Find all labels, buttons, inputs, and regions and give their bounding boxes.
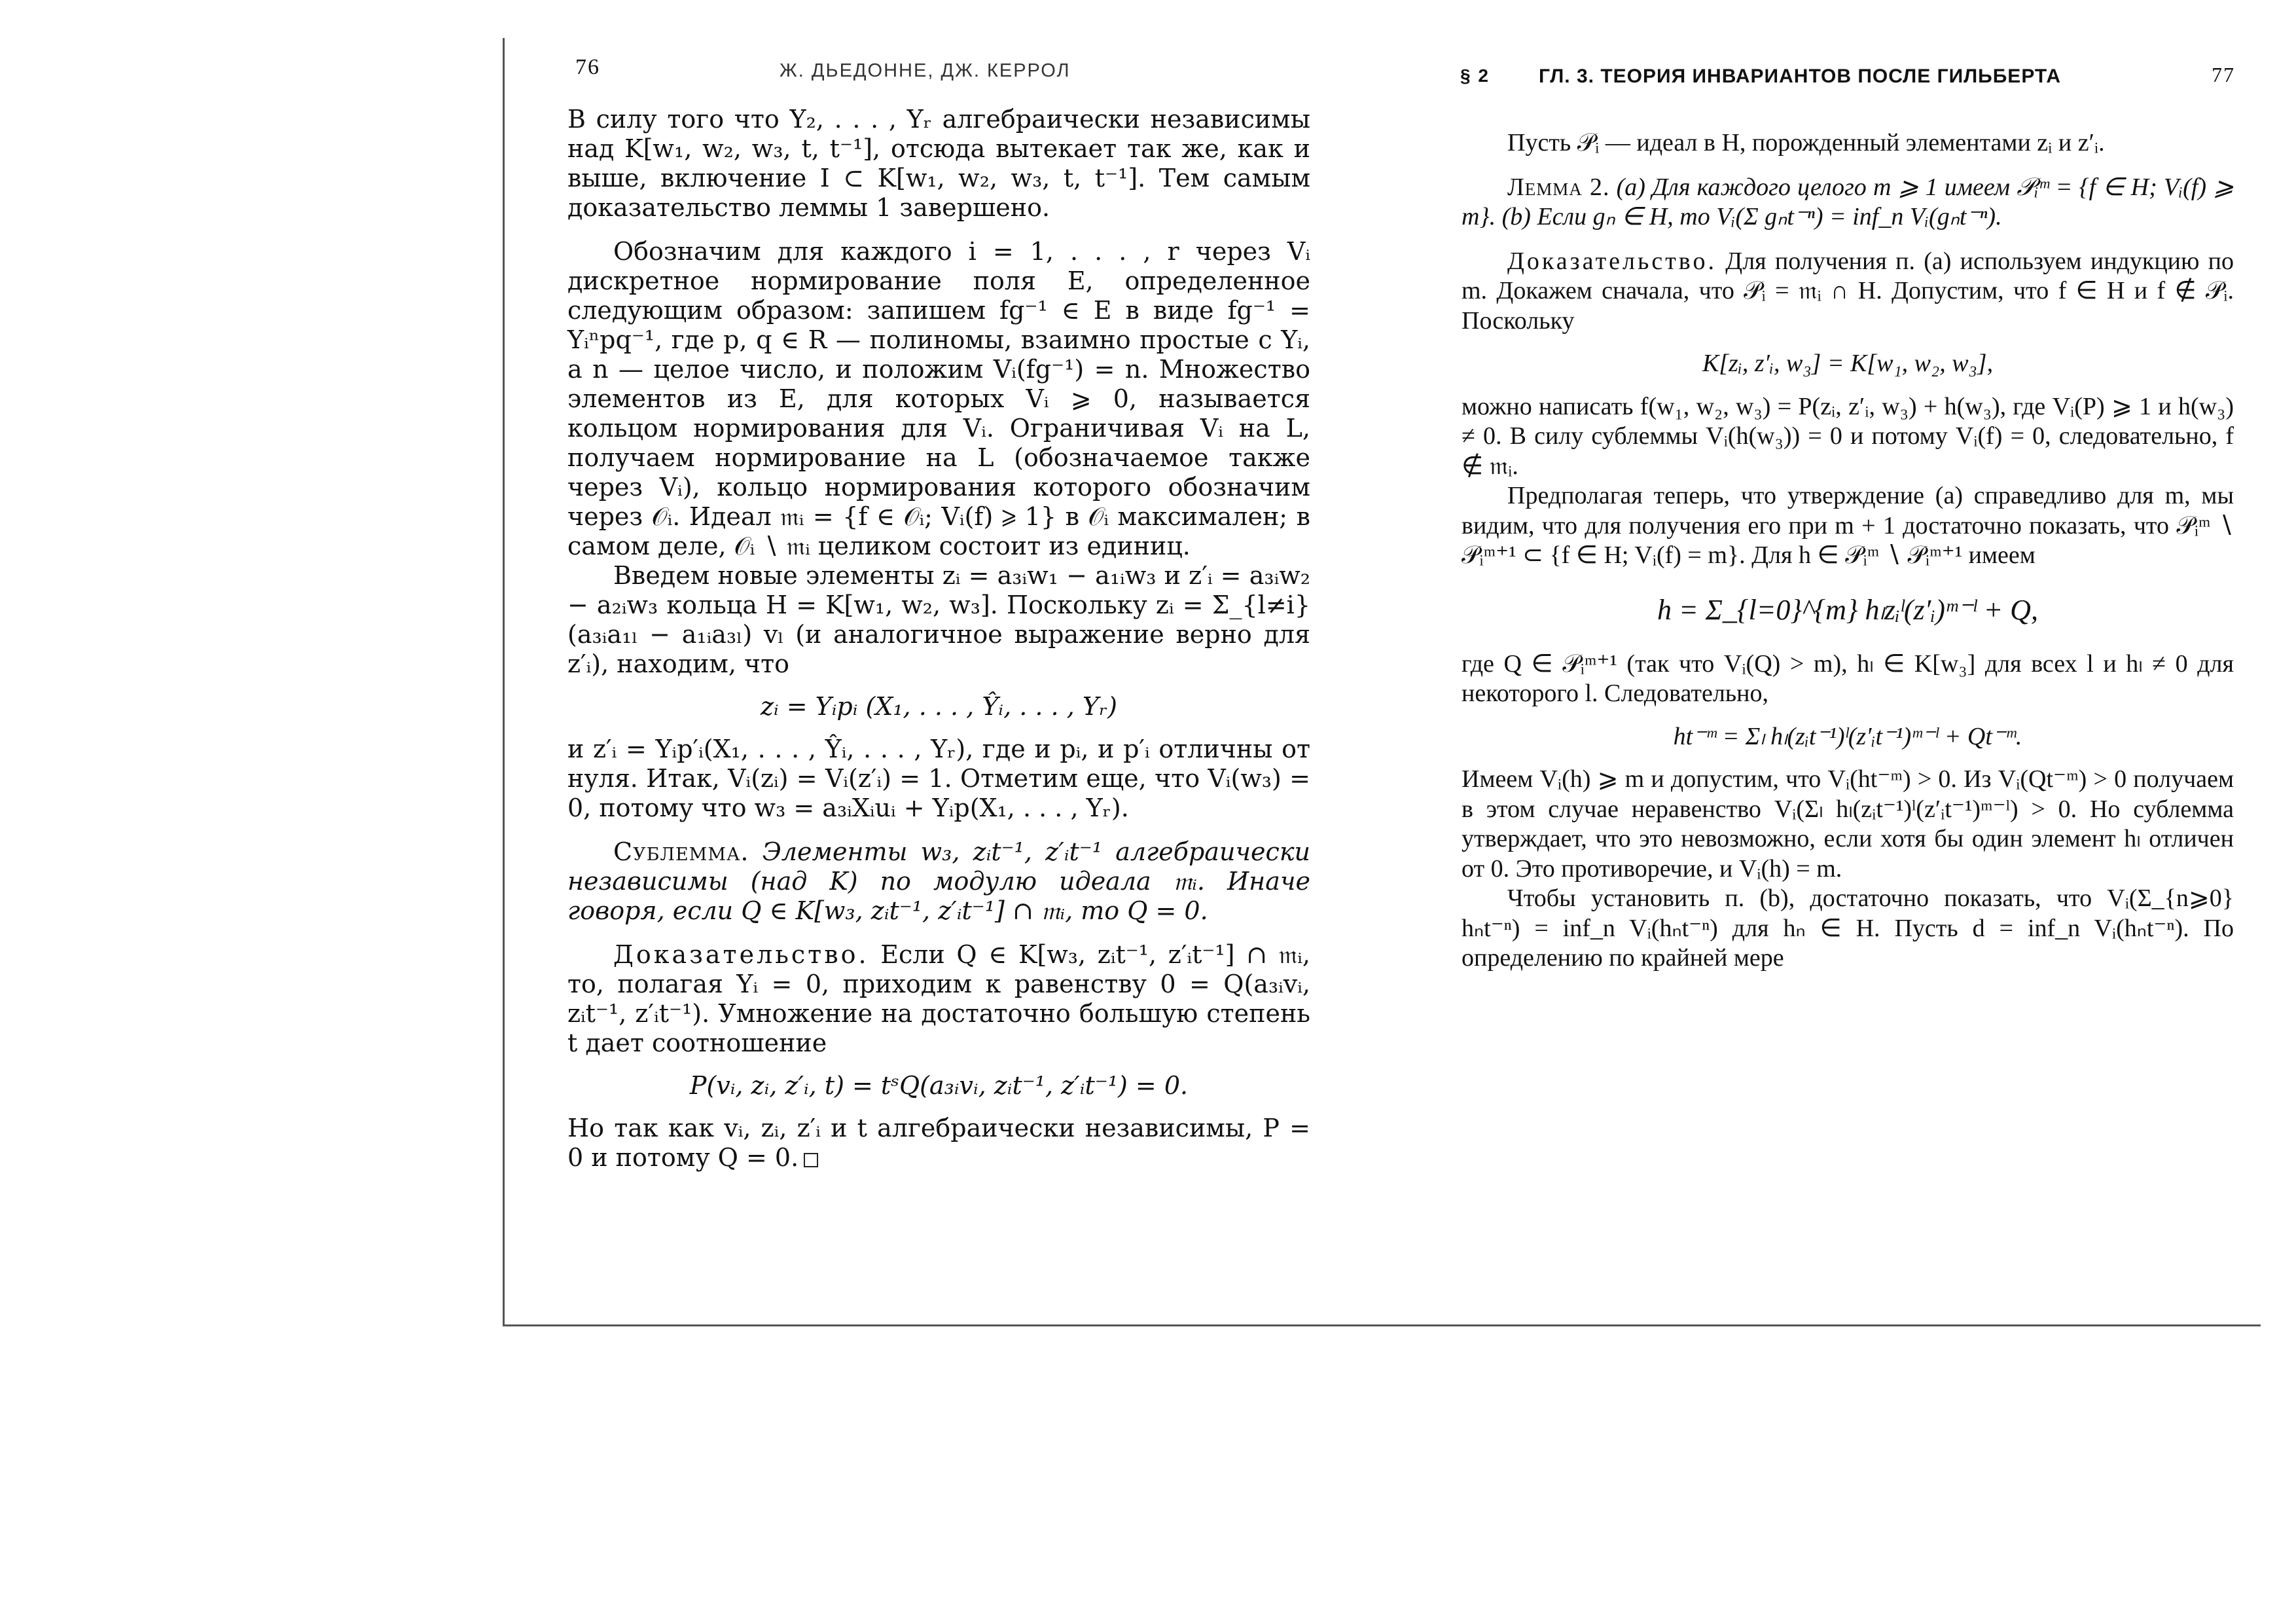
sublemma-proof (567, 940, 1310, 1058)
lemma2-text: (a) Для каждого целого m ⩾ 1 имеем 𝒫ᵢᵐ = {f ∈ H; Vᵢ(f) ⩾ m}. (b) Если gₙ ∈ H, то Vᵢ(Σ gₙt⁻ⁿ) = inf_n Vᵢ(gₙt⁻ⁿ). (1462, 173, 2234, 230)
formula-ht-sum: ht⁻ᵐ = Σₗ hₗ(zᵢt⁻¹)ˡ(z′ᵢt⁻¹)ᵐ⁻ˡ + Qt⁻ᵐ. (1673, 722, 2022, 750)
lemma2-label: Лемма 2. (1507, 173, 1610, 201)
section-mark: § 2 (1460, 65, 1490, 86)
paragraph-conclusion (567, 1114, 1310, 1173)
sublemma-statement (567, 837, 1310, 926)
paragraph-ideal-Pi: Пусть 𝒫ᵢ — идеал в H, порожденный элементами zᵢ и z′ᵢ. (1507, 129, 2105, 156)
sublemma-label: Сублемма. (613, 837, 749, 866)
paragraph-part-b: Чтобы установить п. (b), достаточно показать, что Vᵢ(Σ_{n⩾0} hₙt⁻ⁿ) = inf_n Vᵢ(hₙt⁻ⁿ) для hₙ ∈ H. Пусть d = inf_n Vᵢ(hₙt⁻ⁿ). По определению по крайней мере (1462, 884, 2234, 972)
paragraph-nonzero: и z′ᵢ = Yᵢp′ᵢ(X₁, . . . , Ŷᵢ, . . . , Yᵣ), где и pᵢ, и p′ᵢ отличны от нуля. Итак, Vᵢ(zᵢ) = Vᵢ(z′ᵢ) = 1. Отметим еще, что Vᵢ(w₃) = 0, потому что w₃ = a₃ᵢXᵢuᵢ + Yᵢp(X₁, . . . , Yᵣ). (567, 735, 1310, 822)
right-page-body (1462, 128, 2234, 974)
formula-P-relation: P(vᵢ, zᵢ, z′ᵢ, t) = tˢQ(a₃ᵢvᵢ, zᵢt⁻¹, z′ᵢt⁻¹) = 0. (689, 1071, 1189, 1100)
proof-label-left: Доказательство. (613, 940, 869, 969)
proof-label-right: Доказательство. (1507, 247, 1717, 275)
paragraph-induction-step: Предполагая теперь, что утверждение (a) справедливо для m, мы видим, что для получения его при m + 1 достаточно показать, что 𝒫ᵢᵐ ∖ 𝒫ᵢᵐ⁺¹ ⊂ {f ∈ H; Vᵢ(f) = m}. Для h ∈ 𝒫ᵢᵐ ∖ 𝒫ᵢᵐ⁺¹ имеем (1462, 482, 2234, 569)
formula-zi-expansion: zᵢ = Yᵢpᵢ (X₁, . . . , Ŷᵢ, . . . , Yᵣ) (761, 692, 1117, 721)
formula-K-equality: K[zᵢ, z′ᵢ, w₃] = K[w₁, w₂, w₃], (1702, 350, 1994, 377)
left-page-body (567, 105, 1310, 1173)
sublemma-text: Элементы w₃, zᵢt⁻¹, z′ᵢt⁻¹ алгебраически независимы (над K) по модулю идеала 𝔪ᵢ. Иначе говоря, если Q ∈ K[w₃, zᵢt⁻¹, z′ᵢt⁻¹] ∩ 𝔪ᵢ, то Q = 0. (567, 837, 1310, 925)
conclusion-text: Но так как vᵢ, zᵢ, z′ᵢ и t алгебраически независимы, P = 0 и потому Q = 0. (567, 1114, 1310, 1172)
proof-text-right: Для получения п. (a) используем индукцию по m. Докажем сначала, что 𝒫ᵢ = 𝔪ᵢ ∩ H. Допустим, что f ∈ H и f ∉ 𝒫ᵢ. Поскольку (1462, 247, 2234, 335)
right-page-number: 77 (2212, 63, 2235, 86)
formula-h-sum: h = Σ_{l=0}^{m} hₗzᵢˡ(z′ᵢ)ᵐ⁻ˡ + Q, (1657, 593, 2038, 626)
paragraph-Q-condition: где Q ∈ 𝒫ᵢᵐ⁺¹ (так что Vᵢ(Q) > m), hₗ ∈ K[w₃] для всех l и hₗ ≠ 0 для некоторого l. Следовательно, (1462, 649, 2234, 707)
right-running-head (1447, 51, 2263, 90)
right-page (1447, 38, 2263, 1324)
paragraph-new-elements: Введем новые элементы zᵢ = a₃ᵢw₁ − a₁ᵢw₃ и z′ᵢ = a₃ᵢw₂ − a₂ᵢw₃ кольца H = K[w₁, w₂, w₃]. Поскольку zᵢ = Σ_{l≠i} (a₃ᵢa₁ₗ − a₁ᵢa₃ₗ) vₗ (и аналогичное выражение верно для z′ᵢ), находим, что (567, 561, 1310, 678)
right-running-title: ГЛ. 3. ТЕОРИЯ ИНВАРИАНТОВ ПОСЛЕ ГИЛЬБЕРТА (1539, 65, 2062, 87)
paragraph-contradiction: Имеем Vᵢ(h) ⩾ m и допустим, что Vᵢ(ht⁻ᵐ) > 0. Из Vᵢ(Qt⁻ᵐ) > 0 получаем в этом случае неравенство Vᵢ(Σₗ hₗ(zᵢt⁻¹)ˡ(z′ᵢt⁻¹)ᵐ⁻ˡ) > 0. Но сублемма утверждает, что это невозможно, если хотя бы один элемент hₗ отличен от 0. Это противоречие, и Vᵢ(h) = m. (1462, 765, 2234, 883)
paragraph-valuation-definition: Обозначим для каждого i = 1, . . . , r через Vᵢ дискретное нормирование поля E, определенное следующим образом: запишем fg⁻¹ ∈ E в виде fg⁻¹ = Yᵢⁿpq⁻¹, где p, q ∈ R — полиномы, взаимно простые с Yᵢ, а n — целое число, и положим Vᵢ(fg⁻¹) = n. Множество элементов из E, для которых Vᵢ ⩾ 0, называется кольцом нормирования для Vᵢ. Ограничивая Vᵢ на L, получаем нормирование на L (обозначаемое также через Vᵢ), кольцо нормирования которого обозначим через 𝒪ᵢ. Идеал 𝔪ᵢ = {f ∈ 𝒪ᵢ; Vᵢ(f) ⩾ 1} в 𝒪ᵢ максимален; в самом деле, 𝒪ᵢ ∖ 𝔪ᵢ целиком состоит из единиц. (567, 237, 1310, 560)
proof-text-left: Если Q ∈ K[w₃, zᵢt⁻¹, z′ᵢt⁻¹] ∩ 𝔪ᵢ, то, полагая Yᵢ = 0, приходим к равенству 0 = Q(a₃ᵢvᵢ, zᵢt⁻¹, z′ᵢt⁻¹). Умножение на достаточно большую степень t дает соотношение (567, 940, 1310, 1057)
paragraph-f-decomposition: можно написать f(w₁, w₂, w₃) = P(zᵢ, z′ᵢ, w₃) + h(w₃), где Vᵢ(P) ⩾ 1 и h(w₃) ≠ 0. В силу сублеммы Vᵢ(h(w₃)) = 0 и потому Vᵢ(f) = 0, следовательно, f ∉ 𝔪ᵢ. (1462, 392, 2234, 480)
qed-square-icon (804, 1153, 818, 1167)
book-spread-scan (503, 38, 2261, 1326)
left-running-title: Ж. ДЬЕДОННЕ, ДЖ. КЕРРОЛ (780, 60, 1071, 81)
left-running-head (505, 51, 1382, 90)
lemma2-statement (1462, 173, 2234, 232)
lemma2-proof (1462, 247, 2234, 337)
paragraph-lemma1-end: В силу того что Y₂, . . . , Yᵣ алгебраически независимы над K[w₁, w₂, w₃, t, t⁻¹], отсюда вытекает так же, как и выше, включение I ⊂ K[w₁, w₂, w₃, t, t⁻¹]. Тем самым доказательство леммы 1 завершено. (567, 105, 1310, 222)
left-page (505, 38, 1382, 1324)
left-page-number: 76 (575, 55, 600, 79)
